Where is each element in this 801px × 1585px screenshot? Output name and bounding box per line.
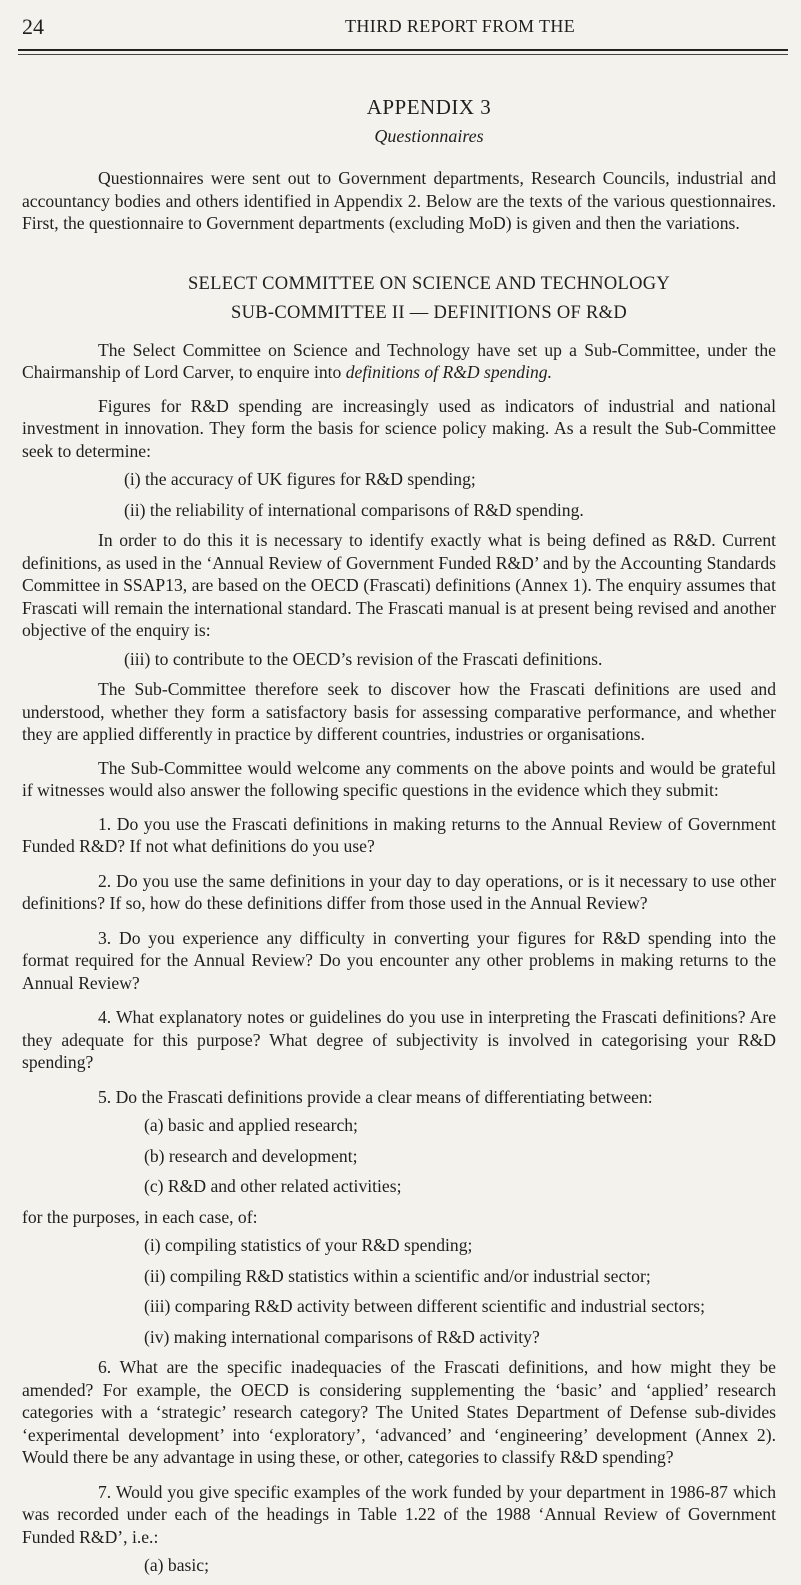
question-7-item-a: (a) basic;: [144, 1555, 209, 1575]
header-rule: [18, 49, 788, 51]
question-5-item-i: (i) compiling statistics of your R&D spending;: [144, 1235, 473, 1255]
header-rule-thin: [18, 54, 788, 55]
paragraph-4: The Sub-Committee therefore seek to discover how the Frascati definitions are used and understood, whether they form a satisfactory basis for assessing comparative performance, and whether they are applied differently in practice by different countries, industries or organisations.: [22, 679, 776, 744]
question-5-item-iv: (iv) making international comparisons of R&D activity?: [144, 1326, 540, 1347]
subcommittee-heading: SUB-COMMITTEE II — DEFINITIONS OF R&D: [231, 303, 627, 323]
question-5-item-a: (a) basic and applied research;: [144, 1115, 358, 1135]
question-5-item-c: (c) R&D and other related activities;: [144, 1176, 402, 1196]
question-5-for: for the purposes, in each case, of:: [22, 1206, 258, 1227]
paragraph-3: In order to do this it is necessary to identify exactly what is being defined as R&D. Current definitions, as used in the ‘Annual Review of Government Funded R&D’ and by the Accounting Standards Committee in SSAP13, are based on the OECD (Frascati) definitions (Annex 1). The enquiry assumes that Frascati will remain the international standard. The Frascati manual is at present being revised and another objective of the enquiry is:: [22, 530, 776, 640]
page-number: 24: [22, 14, 44, 39]
question-1: 1. Do you use the Frascati definitions in making returns to the Annual Review of Government Funded R&D? If not what definitions do you use?: [22, 813, 776, 856]
question-5-item-ii: (ii) compiling R&D statistics within a scientific and/or industrial sector;: [144, 1265, 651, 1286]
paragraph-1-text: The Select Committee on Science and Technology have set up a Sub-Committee, under the Chairmanship of Lord Carver, to enquire into: [22, 339, 776, 382]
question-5-item-iii: (iii) comparing R&D activity between different scientific and industrial sectors;: [144, 1296, 706, 1316]
paragraph-1-emphasis: definitions of R&D spending.: [345, 362, 552, 382]
question-2: 2. Do you use the same definitions in your day to day operations, or is it necessary to use other definitions? If so, how do these definitions differ from those used in the Annual Review?: [22, 870, 776, 913]
question-5-item-b: (b) research and development;: [144, 1145, 358, 1166]
question-7: 7. Would you give specific examples of the work funded by your department in 1986-87 which was recorded under each of the headings in Table 1.22 of the 1988 ‘Annual Review of Government Funded R&D’, i.e.:: [22, 1481, 776, 1547]
paragraph-1: [22, 339, 776, 384]
determine-item-iii: (iii) to contribute to the OECD’s revision of the Frascati definitions.: [124, 648, 603, 669]
appendix-title: APPENDIX 3: [366, 95, 492, 119]
intro-paragraph: Questionnaires were sent out to Government departments, Research Councils, industrial and accountancy bodies and others identified in Appendix 2. Below are the texts of the various questionnaires. First, the questionnaire to Government departments (excluding MoD) is given and then the variations.: [22, 168, 776, 233]
question-6: 6. What are the specific inadequacies of the Frascati definitions, and how might they be amended? For example, the OECD is considering supplementing the ‘basic’ and ‘applied’ research categories with a ‘strategic’ research category? The United States Department of Defense sub-divides ‘experimental development’ into ‘exploratory’, ‘advanced’ and ‘engineering’ development (Annex 2). Would there be any advantage in using these, or other, categories to classify R&D spending?: [22, 1357, 776, 1467]
question-3: 3. Do you experience any difficulty in converting your figures for R&D spending into the format required for the Annual Review? Do you encounter any other problems in making returns to the Annual Review?: [22, 927, 776, 993]
document-body: [22, 82, 776, 1585]
appendix-subtitle: Questionnaires: [374, 125, 484, 146]
determine-item-i: (i) the accuracy of UK figures for R&D spending;: [124, 469, 476, 489]
determine-item-ii: (ii) the reliability of international comparisons of R&D spending.: [124, 499, 584, 520]
paragraph-5: The Sub-Committee would welcome any comments on the above points and would be grateful if witnesses would also answer the following specific questions in the evidence which they submit:: [22, 757, 776, 800]
committee-heading: SELECT COMMITTEE ON SCIENCE AND TECHNOLOGY: [187, 273, 671, 294]
running-header: [0, 0, 801, 66]
question-4: 4. What explanatory notes or guidelines do you use in interpreting the Frascati definitions? Are they adequate for this purpose? What degree of subjectivity is involved in categorising your R&D spending?: [22, 1007, 776, 1072]
report-title: THIRD REPORT FROM THE: [345, 16, 576, 36]
paragraph-2: Figures for R&D spending are increasingly used as indicators of industrial and national investment in innovation. They form the basis for science policy making. As a result the Sub-Committee seek to determine:: [22, 395, 776, 461]
question-5: 5. Do the Frascati definitions provide a clear means of differentiating between:: [98, 1086, 653, 1107]
